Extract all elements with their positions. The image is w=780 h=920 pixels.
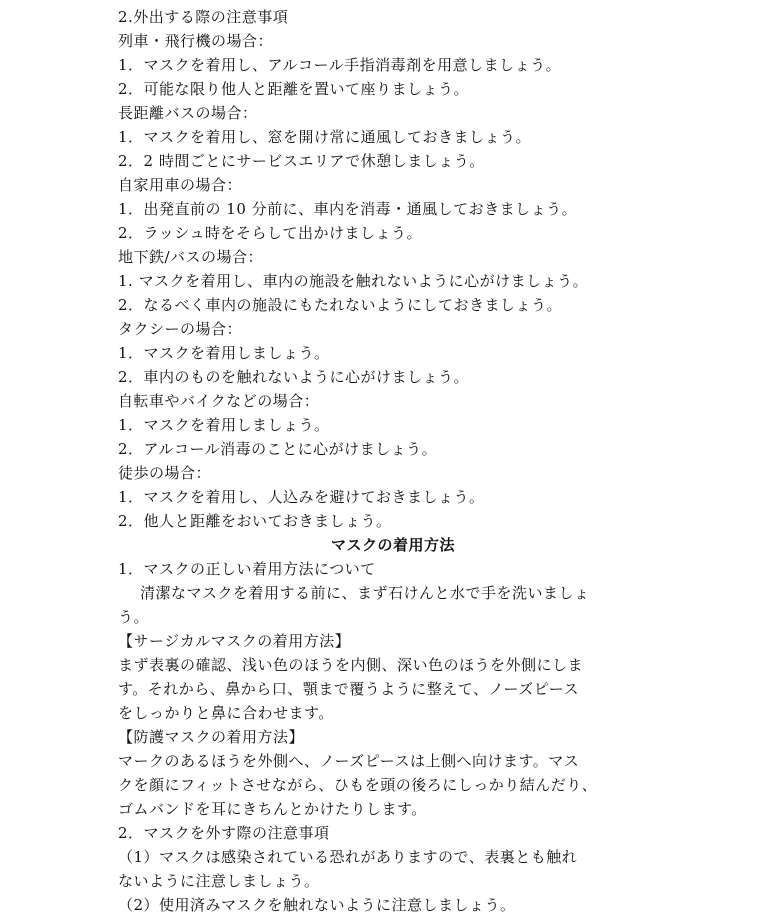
- list-item: 2．アルコール消毒のことに心がけましょう。: [118, 440, 438, 458]
- list-item: 2．他人と距離をおいておきましょう。: [118, 512, 392, 530]
- paragraph-line: ないように注意しましょう。: [118, 872, 320, 890]
- paragraph-line: ゴムバンドを耳にきちんとかけたりします。: [118, 800, 427, 818]
- numbered-subheading: 1．マスクの正しい着用方法について: [118, 560, 376, 578]
- mask-usage-heading: マスクの着用方法: [330, 536, 455, 554]
- list-item: 1．マスクを着用し、アルコール手指消毒剤を用意しましょう。: [118, 56, 562, 74]
- subheading-walking: 徒歩の場合：: [118, 464, 212, 482]
- subheading-subway-bus: 地下鉄/バスの場合：: [118, 248, 264, 266]
- paragraph-line: クを顔にフィットさせながら、ひもを頭の後ろにしっかり結んだり、: [118, 776, 598, 794]
- list-item: 2．2 時間ごとにサービスエリアで休憩しましょう。: [118, 152, 485, 170]
- paragraph-line: （2）使用済みマスクを触れないように注意しましょう。: [118, 896, 516, 914]
- subheading-bicycle-motorbike: 自転車やバイクなどの場合：: [118, 392, 320, 410]
- paragraph-line: をしっかりと鼻に合わせます。: [118, 704, 334, 722]
- list-item: 1．マスクを着用しましょう。: [118, 416, 330, 434]
- paragraph-line: マークのあるほうを外側へ、ノーズピースは上側へ向けます。マス: [118, 752, 580, 770]
- section-title: 2.外出する際の注意事項: [118, 8, 289, 26]
- list-item: 1．出発直前の 10 分前に、車内を消毒・通風しておきましょう。: [118, 200, 578, 218]
- subheading-long-distance-bus: 長距離バスの場合：: [118, 104, 258, 122]
- list-item: 2．ラッシュ時をそらして出かけましょう。: [118, 224, 422, 242]
- paragraph-line: う。: [118, 608, 150, 626]
- paragraph-line: （1）マスクは感染されている恐れがありますので、表裏とも触れ: [118, 848, 578, 866]
- list-item: 1．マスクを着用しましょう。: [118, 344, 330, 362]
- paragraph-line: 清潔なマスクを着用する前に、まず石けんと水で手を洗いましょ: [140, 584, 590, 602]
- paragraph-line: まず表裏の確認、浅い色のほうを内側、深い色のほうを外側にしま: [118, 656, 584, 674]
- list-item: 1．マスクを着用し、窓を開け常に通風しておきましょう。: [118, 128, 532, 146]
- list-item: 2．車内のものを触れないように心がけましょう。: [118, 368, 470, 386]
- paragraph-line: す。それから、鼻から口、顎まで覆うように整えて、ノーズピース: [118, 680, 579, 698]
- subheading-train-plane: 列車・飛行機の場合：: [118, 32, 274, 50]
- list-item: 1．マスクを着用し、人込みを避けておきましょう。: [118, 488, 485, 506]
- list-item: 2．可能な限り他人と距離を置いて座りましょう。: [118, 80, 470, 98]
- bracket-heading-surgical-mask: 【サージカルマスクの着用方法】: [118, 632, 351, 650]
- list-item: 2．なるべく車内の施設にもたれないようにしておきましょう。: [118, 296, 563, 314]
- list-item: 1. マスクを着用し、車内の施設を触れないように心がけましょう。: [118, 272, 589, 290]
- bracket-heading-protective-mask: 【防護マスクの着用方法】: [118, 728, 305, 746]
- numbered-subheading: 2．マスクを外す際の注意事項: [118, 824, 330, 842]
- document-page: [118, 5, 678, 917]
- subheading-private-car: 自家用車の場合：: [118, 176, 243, 194]
- subheading-taxi: タクシーの場合：: [118, 320, 243, 338]
